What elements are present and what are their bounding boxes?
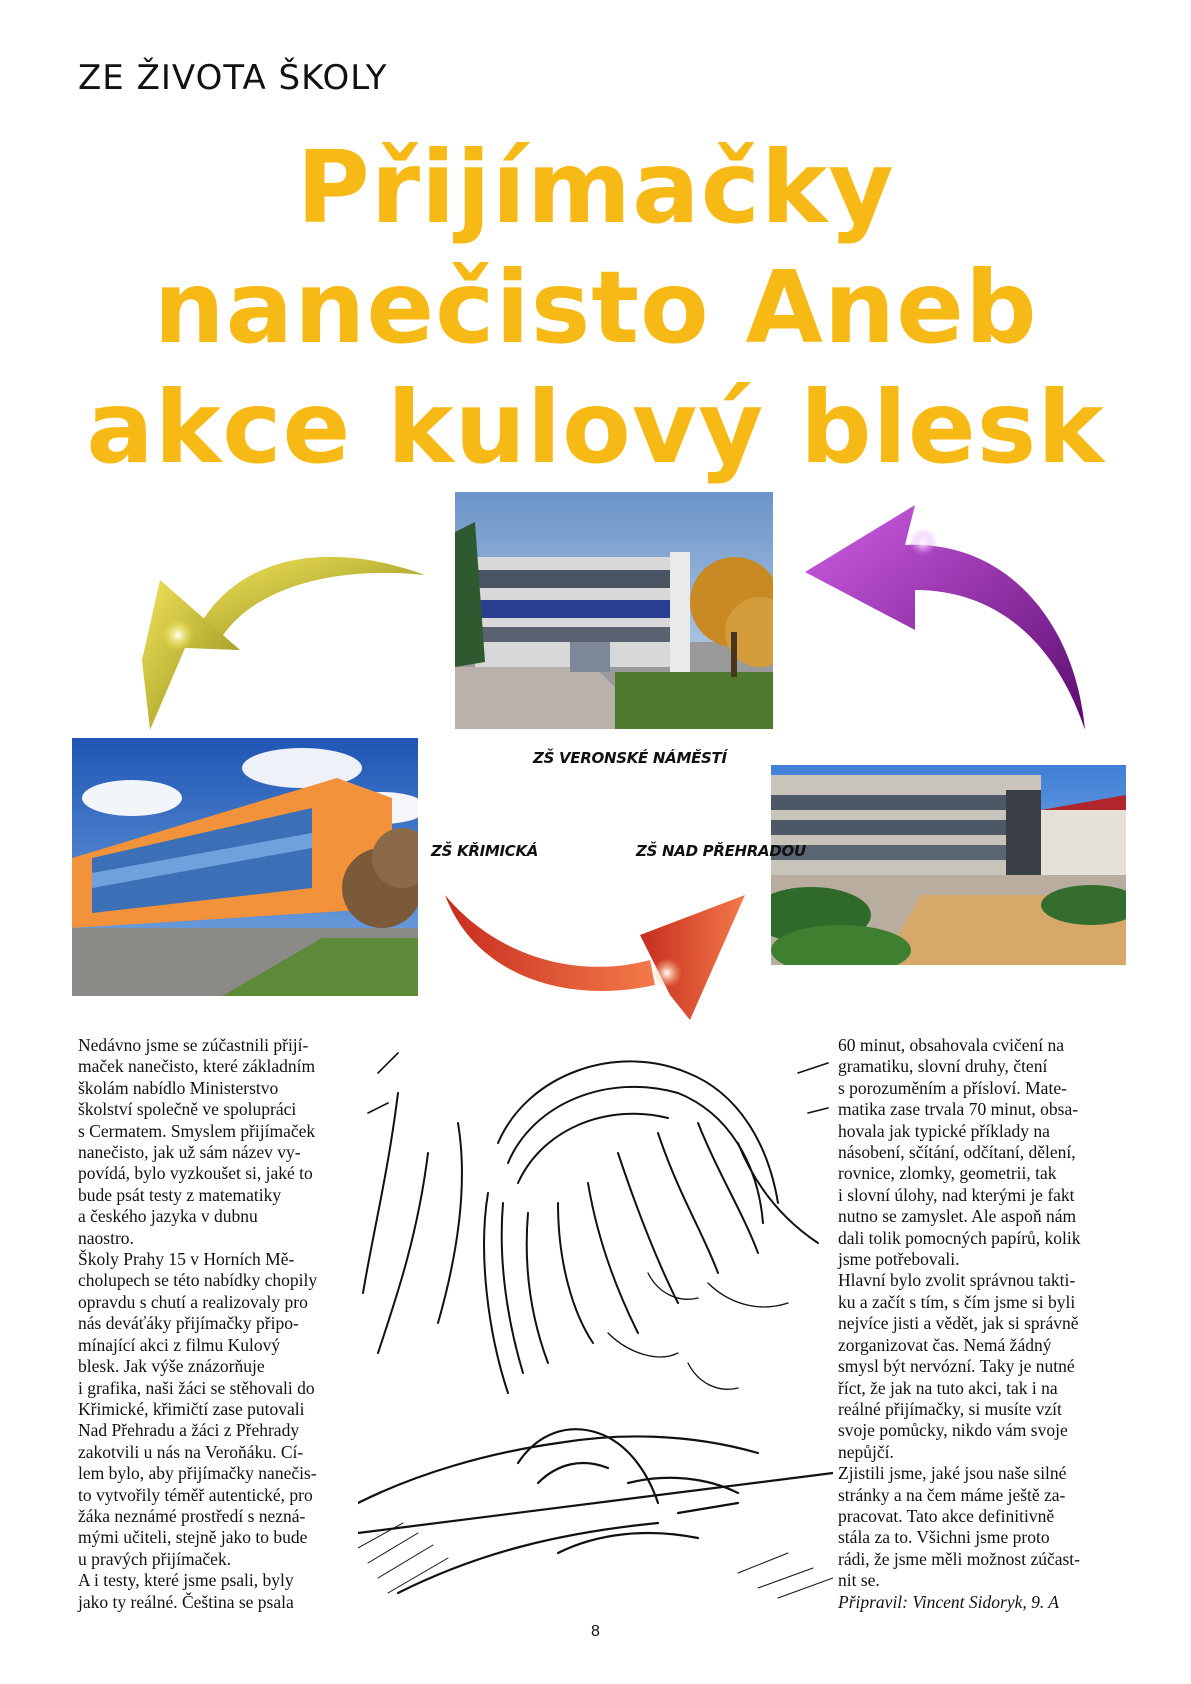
article-line: stála za to. Všichni jsme proto bbox=[838, 1527, 1050, 1548]
article-line: gramatiku, slovní druhy, čtení bbox=[838, 1056, 1048, 1077]
article-line: i grafika, naši žáci se stěhovali do bbox=[78, 1377, 315, 1398]
article-line: jsme potřebovali. bbox=[838, 1249, 960, 1270]
article-line: ku a začít s tím, s čím jsme si byli bbox=[838, 1291, 1076, 1312]
curved-arrow-purple-icon bbox=[805, 500, 1095, 735]
article-line: mými učiteli, stejně jako to bude bbox=[78, 1527, 308, 1548]
article-line: to vytvořily téměř autentické, pro bbox=[78, 1484, 313, 1505]
article-line: 60 minut, obsahovala cvičení na bbox=[838, 1035, 1064, 1055]
article-line: Školy Prahy 15 v Horních Mě- bbox=[78, 1249, 295, 1270]
article-line: žáka neznámé prostředí s nezná- bbox=[78, 1505, 306, 1526]
article-line: Nedávno jsme se zúčastnili přijí- bbox=[78, 1035, 309, 1055]
headline-line: Přijímačky bbox=[296, 129, 895, 246]
article-line: nás deváťáky přijímačky připo- bbox=[78, 1313, 299, 1334]
curved-arrow-yellow-icon bbox=[130, 540, 430, 740]
article-line: pracovat. Tato akce definitivně bbox=[838, 1505, 1055, 1526]
article-line: dali tolik pomocných papírů, kolik bbox=[838, 1227, 1081, 1248]
headline-line: akce kulový blesk bbox=[86, 369, 1105, 486]
article-line: jako ty reálné. Čeština se psala bbox=[78, 1591, 294, 1612]
school-label-krimicka: ZŠ KŘIMICKÁ bbox=[431, 842, 539, 860]
article-line: i slovní úlohy, nad kterými je fakt bbox=[838, 1184, 1075, 1205]
article-line: cholupech se této nabídky chopily bbox=[78, 1270, 318, 1291]
school-label-nad-prehradou: ZŠ NAD PŘEHRADOU bbox=[636, 842, 806, 860]
article-line: Zjistili jsme, jaké jsou naše silné bbox=[838, 1463, 1067, 1484]
photo-krimicka-school bbox=[72, 738, 418, 996]
section-label: ZE ŽIVOTA ŠKOLY bbox=[78, 58, 388, 98]
article-line: nepůjčí. bbox=[838, 1441, 894, 1462]
article-line: blesk. Jak výše znázorňuje bbox=[78, 1356, 265, 1377]
article-left-column bbox=[78, 1035, 363, 1613]
article-line: bude psát testy z matematiky bbox=[78, 1184, 282, 1205]
article-line: nejvíce jisti a vědět, jak si správně bbox=[838, 1313, 1079, 1334]
article-line: Nad Přehradu a žáci z Přehrady bbox=[78, 1420, 300, 1441]
article-line: školství společně ve spolupráci bbox=[78, 1099, 297, 1120]
article-line: nanečisto, jak už sám název vy- bbox=[78, 1142, 301, 1163]
headline-line: nanečisto Aneb bbox=[153, 249, 1038, 366]
article-line: s Cermatem. Smyslem přijímaček bbox=[78, 1120, 316, 1141]
photo-veronske-school bbox=[455, 492, 773, 729]
article-line: mínající akci z filmu Kulový bbox=[78, 1334, 281, 1355]
article-line: matika zase trvala 70 minut, obsa- bbox=[838, 1099, 1079, 1120]
article-line: naostro. bbox=[78, 1227, 134, 1248]
photo-nad-prehradou-school bbox=[771, 765, 1126, 965]
article-line: zakotvili u nás na Veroňáku. Cí- bbox=[78, 1441, 304, 1462]
article-line: rovnice, zlomky, geometrii, tak bbox=[838, 1163, 1057, 1184]
article-line: opravdu s chutí a realizovaly pro bbox=[78, 1291, 308, 1312]
article-line: lem bylo, aby přijímačky nanečis- bbox=[78, 1463, 317, 1484]
article-line: násobení, sčítání, odčítaní, dělení, bbox=[838, 1142, 1076, 1163]
article-line: rádi, že jsme měli možnost zúčast- bbox=[838, 1548, 1081, 1569]
article-line: s porozuměním a přísloví. Mate- bbox=[838, 1077, 1067, 1098]
article-line: nit se. bbox=[838, 1570, 880, 1591]
article-byline: Připravil: Vincent Sidoryk, 9. A bbox=[838, 1591, 1059, 1612]
article-line: Hlavní bylo zvolit správnou takti- bbox=[838, 1270, 1076, 1291]
sketch-student-writing bbox=[358, 1033, 833, 1603]
article-line: povídá, bylo vyzkoušet si, jaké to bbox=[78, 1163, 313, 1184]
headline bbox=[60, 128, 1131, 488]
article-right-column bbox=[838, 1035, 1128, 1613]
article-line: a českého jazyka v dubnu bbox=[78, 1206, 258, 1227]
article-line: A i testy, které jsme psali, byly bbox=[78, 1570, 294, 1591]
article-line: u pravých přijímaček. bbox=[78, 1548, 232, 1569]
curved-arrow-red-icon bbox=[445, 885, 755, 1025]
article-line: stránky a na čem máme ještě za- bbox=[838, 1484, 1066, 1505]
article-line: svoje pomůcky, nikdo vám svoje bbox=[838, 1420, 1068, 1441]
page-number: 8 bbox=[591, 1623, 600, 1640]
article-line: Křimické, křimičtí zase putovali bbox=[78, 1398, 305, 1419]
article-line: maček nanečisto, které základním bbox=[78, 1056, 316, 1077]
school-label-veronske: ZŠ VERONSKÉ NÁMĚSTÍ bbox=[533, 749, 727, 767]
article-line: nutno se zamyslet. Ale aspoň nám bbox=[838, 1206, 1077, 1227]
article-line: zorganizovat čas. Nemá žádný bbox=[838, 1334, 1052, 1355]
article-line: reálné přijímačky, si musíte vzít bbox=[838, 1398, 1062, 1419]
article-line: školám nabídlo Ministerstvo bbox=[78, 1077, 279, 1098]
article-line: hovala jak typické příklady na bbox=[838, 1120, 1050, 1141]
article-line: říct, že jak na tuto akci, tak i na bbox=[838, 1377, 1058, 1398]
article-line: smysl být nervózní. Taky je nutné bbox=[838, 1356, 1075, 1377]
